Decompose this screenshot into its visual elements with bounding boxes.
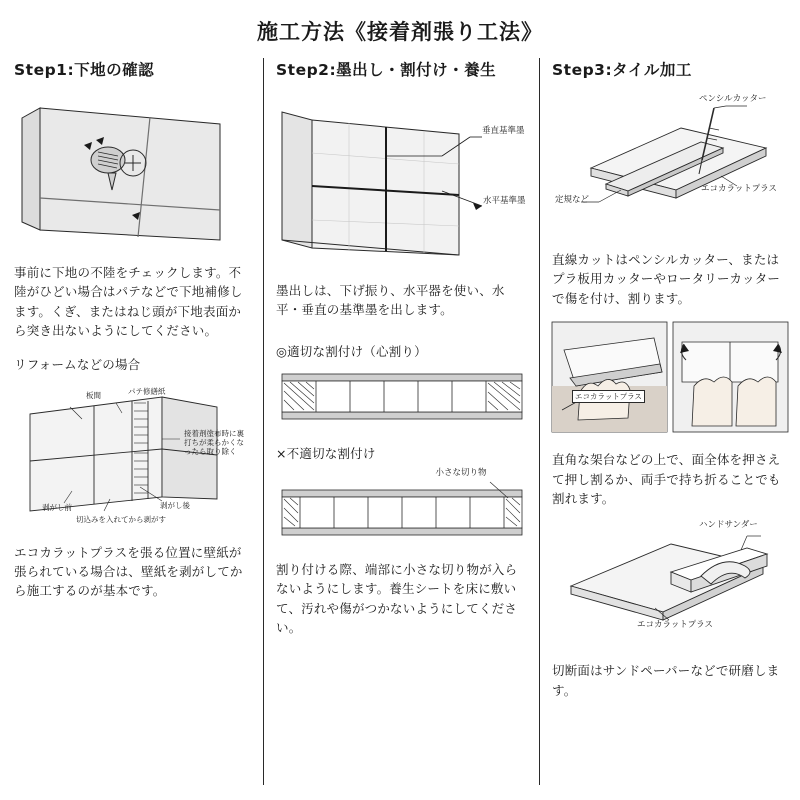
- step3-label-tile-3: エコカラットプラス: [637, 620, 713, 631]
- step1-label-board-joint: 板間: [86, 390, 101, 400]
- step3-text3: 切断面はサンドペーパーなどで研磨します。: [552, 663, 780, 698]
- columns-container: [12, 58, 788, 785]
- step1-label-before-peel: 剥がし前: [42, 502, 72, 512]
- step1-subhead: リフォームなどの場合: [14, 356, 141, 372]
- step2-figure-good-layout: [276, 366, 528, 430]
- column-step3: [540, 58, 788, 785]
- step1-label-putty: パテ修繕紙: [128, 386, 166, 396]
- step3-figure-sander: [551, 520, 787, 655]
- step1-figure-reform: [12, 379, 252, 529]
- step3-label-tile-2: エコカラットプラス: [572, 390, 645, 403]
- step3-title: Step3:タイル加工: [552, 61, 692, 79]
- step3-text2: 直角な架台などの上で、面全体を押さえて押し割るか、両手で持ち折ることでも割れます。: [552, 452, 781, 506]
- step1-label-after-peel: 剥がし後: [160, 500, 190, 510]
- step2-label-vertical: 垂直基準墨: [482, 126, 525, 136]
- step2-label-small-piece: 小さな切り物: [435, 467, 487, 478]
- step1-label-cut-note: 切込みを入れてから剥がす: [76, 514, 166, 524]
- step1-label-note: 接着剤塗布時に裏打ちが柔らかくなったら取り除く: [184, 428, 244, 456]
- column-step1: [12, 58, 263, 785]
- step2-title: Step2:墨出し・割付け・養生: [276, 61, 497, 79]
- step3-figure-break: [550, 320, 790, 440]
- step2-text1: 墨出しは、下げ振り、水平器を使い、水平・垂直の基準墨を出します。: [276, 283, 505, 318]
- step2-label-horizontal: 水平基準墨: [483, 196, 526, 206]
- step1-text2: エコカラットプラスを張る位置に壁紙が張られている場合は、壁紙を剥がしてから施工するのが基本です。: [14, 544, 243, 599]
- step2-figure-marking: [274, 90, 532, 275]
- step1-title: Step1:下地の確認: [14, 61, 155, 79]
- step2-figure2-good-label: ◎適切な割付け（心割り）: [276, 343, 427, 359]
- step3-label-tile-1: エコカラットプラス: [701, 184, 777, 194]
- step2-text2: 割り付ける際、端部に小さな切り物が入らないようにします。養生シートを床に敷いて、汚れや傷がつかないようにしてください。: [276, 561, 518, 635]
- step1-text1: 事前に下地の不陸をチェックします。不陸がひどい場合はパテなどで下地補修します。くぎ、またはねじ頭が下地表面から突き出ないようにしてください。: [14, 265, 243, 339]
- page-title: 施工方法《接着剤張り工法》: [257, 20, 543, 44]
- step3-label-sander: ハンドサンダー: [699, 520, 758, 531]
- step3-label-cutter: ペンシルカッター: [699, 94, 767, 104]
- step3-text1: 直線カットはペンシルカッター、またはプラ板用カッターやロータリーカッターで傷を付け、割ります。: [552, 252, 781, 306]
- step3-label-ruler: 定規など: [555, 195, 590, 205]
- step1-figure-substrate: [20, 90, 230, 255]
- step2-figure-bad-layout: [276, 468, 528, 546]
- column-step2: [263, 58, 540, 785]
- step3-figure-cutter: [551, 90, 787, 250]
- step2-figure2-bad-label: ×不適切な割付け: [276, 445, 376, 461]
